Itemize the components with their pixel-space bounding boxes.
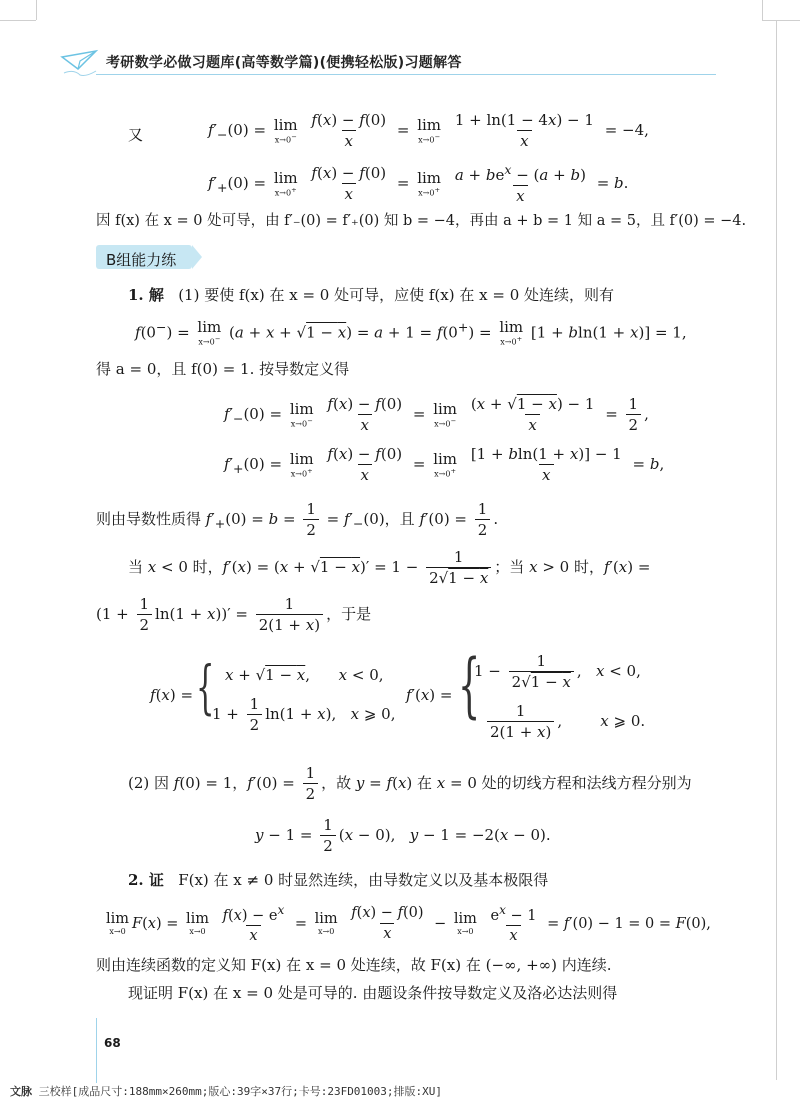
- equation-right-derivative: $f'_+(0)$ = lim x→0+ $\frac{f(x) - f(0)}{x}$ = lim x→0+ $\frac{a + be^x - (a + b)}{x}$ = b.: [208, 162, 629, 205]
- problem-2-statement: F(x) 在 x ≠ 0 时显然连续，由导数定义以及基本极限得: [178, 871, 549, 889]
- crop-mark: [36, 0, 37, 20]
- equation-continuity: f(0−) = lim x→0− (a + x + √1 − x) = a + 1 = f(0+) = lim x→0+ [1 + bln(1 + x)] = 1,: [135, 318, 687, 347]
- piecewise-f-case2: 1 + $\frac{1}{2}$ ln(1 + x), x ⩾ 0,: [212, 695, 396, 734]
- print-footer: [10, 1083, 442, 1098]
- text-derivative-property: 则由导数性质得 $f'_+(0) = b$ = $\frac{1}{2}$ = $f'_-(0)$，且 f′(0) = $\frac{1}{2}$ .: [96, 500, 499, 539]
- section-label: B组能力练: [106, 251, 177, 269]
- crop-mark: [762, 0, 763, 20]
- problem-1-part1: (1) 要使 f(x) 在 x = 0 处可导，应使 f(x) 在 x = 0 处连续，则有: [178, 286, 615, 304]
- paper-plane-icon: [60, 47, 100, 77]
- crop-mark: [0, 20, 36, 21]
- header-rule: [96, 74, 716, 75]
- text-part2: (2) 因 f(0) = 1，f′(0) = $\frac{1}{2}$ ，故 y = f(x) 在 x = 0 处的切线方程和法线方程分别为: [128, 764, 692, 803]
- text-a-zero: 得 a = 0，且 f(0) = 1. 按导数定义得: [96, 360, 350, 378]
- section-tab-arrow: [192, 245, 202, 269]
- running-header: [60, 50, 462, 74]
- piecewise-f-label: f(x) =: [150, 686, 194, 704]
- problem-2-label: 2. 证: [128, 871, 164, 889]
- side-rule: [96, 1018, 97, 1083]
- piecewise-fprime-case2: $\frac{1}{2(1 + x)}$ , x ⩾ 0.: [484, 704, 645, 740]
- problem-1-label: 1. 解: [128, 286, 164, 304]
- footer-text: 三校样[成品尺寸:188mm×260mm;版心:39字×37行;卡号:23FD01003;排版:XU]: [38, 1085, 443, 1098]
- text-derivative-positive: (1 + $\frac{1}{2}$ ln(1 + x))′ = $\frac{1}{2(1 + x)}$ ，于是: [96, 595, 372, 634]
- text-derivative-cases: 当 x < 0 时，f′(x) = (x + √1 − x)′ = 1 − $\frac{1}{2√1 - x}$ ；当 x > 0 时，f′(x) =: [128, 548, 651, 587]
- text-conclusion-a-b: 因 f(x) 在 x = 0 处可导，由 f′₋(0) = f′₊(0) 知 b = −4，再由 a + b = 1 知 a = 5，且 f′(0) = −4.: [96, 213, 747, 229]
- equation-F-limit: lim x→0 F(x) = lim x→0 $\frac{f(x) - e^x}{x}$ = lim x→0 $\frac{f(x) - f(0)}{x}$ − lim x→0 $\frac{e^x - 1}{x}$ = f′(0) − 1 = 0 = F(0),: [106, 903, 711, 945]
- piecewise-fprime-case1: 1 − $\frac{1}{2√1 - x}$ , x < 0,: [474, 652, 641, 691]
- page-number: 68: [104, 1036, 121, 1050]
- page-edge: [776, 20, 777, 1080]
- equation-left-derivative: $f'_-(0)$ = lim x→0− $\frac{f(x) - f(0)}{x}$ = lim x→0− $\frac{1 + \ln(1 - 4x) - 1}{x}$ = −4,: [208, 111, 649, 150]
- brace-f: {: [196, 653, 215, 721]
- equation-p1-right-derivative: $f'_+(0)$ = lim x→0+ $\frac{f(x) - f(0)}{x}$ = lim x→0+ $\frac{[1 + bln(1 + x)] - 1}{x}$ = b,: [224, 445, 665, 484]
- equation-tangent-normal: y − 1 = $\frac{1}{2}$ (x − 0), y − 1 = −2(x − 0).: [255, 816, 551, 855]
- problem-1-text: [128, 288, 614, 303]
- problem-2-text: [128, 873, 548, 888]
- brace-fprime: {: [458, 644, 481, 726]
- text-continuity-conclusion: 则由连续函数的定义知 F(x) 在 x = 0 处连续，故 F(x) 在 (−∞, +∞) 内连续.: [96, 956, 612, 974]
- crop-mark: [762, 20, 800, 21]
- piecewise-f-case1: x + √1 − x, x < 0,: [225, 666, 384, 684]
- equation-p1-left-derivative: $f'_-(0)$ = lim x→0− $\frac{f(x) - f(0)}{x}$ = lim x→0− $\frac{(x + √1 - x) - 1}{x}$ = $\frac{1}{2}$ ,: [224, 395, 649, 434]
- section-tab: [96, 245, 192, 269]
- footer-brand: 文脉: [10, 1085, 32, 1098]
- piecewise-fprime-label: f′(x) =: [406, 686, 453, 704]
- text-prove-differentiable: 现证明 F(x) 在 x = 0 处是可导的. 由题设条件按导数定义及洛必达法则得: [128, 984, 618, 1002]
- header-title: 考研数学必做习题库(高等数学篇)(便携轻松版)习题解答: [106, 55, 462, 71]
- text-you: 又: [128, 126, 144, 144]
